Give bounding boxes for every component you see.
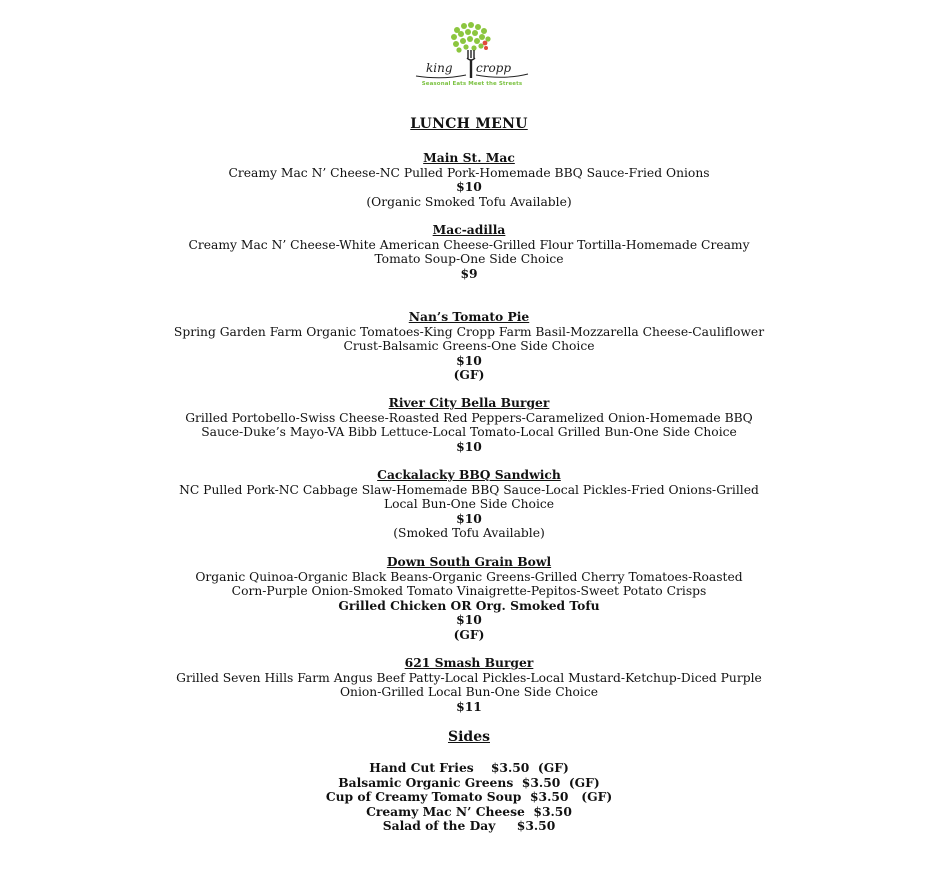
- item-description: Crust-Balsamic Greens-One Side Choice: [343, 339, 595, 353]
- item-name: Nan’s Tomato Pie: [408, 309, 530, 324]
- gluten-free-tag: (GF): [453, 626, 485, 642]
- item-description: NC Pulled Pork-NC Cabbage Slaw-Homemade BBQ Sauce-Local Pickles-Fried Onions-Grilled: [179, 482, 759, 497]
- item-description: Corn-Purple Onion-Smoked Tomato Vinaigrette-Pepitos-Sweet Potato Crisps: [231, 584, 707, 598]
- menu-item-main-st-mac: [0, 151, 938, 209]
- item-name: Cackalacky BBQ Sandwich: [377, 467, 561, 482]
- item-price: $11: [456, 698, 482, 714]
- menu-item-cackalacky-bbq-sandwich: [0, 468, 938, 541]
- item-price: $10: [456, 612, 482, 627]
- item-protein-option: Grilled Chicken OR Org. Smoked Tofu: [338, 597, 600, 613]
- sides-heading: Sides: [447, 729, 490, 745]
- item-description: Grilled Seven Hills Farm Angus Beef Patty-Local Pickles-Local Mustard-Ketchup-Diced Purple: [176, 670, 762, 685]
- item-description: Spring Garden Farm Organic Tomatoes-King Cropp Farm Basil-Mozzarella Cheese-Cauliflower: [173, 324, 765, 339]
- menu-item-nans-tomato-pie: [0, 310, 938, 383]
- item-description: Local Bun-One Side Choice: [383, 497, 555, 511]
- svg-text:cropp: cropp: [476, 61, 512, 75]
- item-name: Main St. Mac: [423, 150, 515, 165]
- side-item: Cup of Creamy Tomato Soup $3.50 (GF): [325, 789, 613, 804]
- item-name: 621 Smash Burger: [404, 655, 534, 670]
- item-price: $10: [456, 352, 482, 368]
- item-description: Sauce-Duke’s Mayo-VA Bibb Lettuce-Local Tomato-Local Grilled Bun-One Side Choice: [201, 425, 737, 439]
- item-name: Down South Grain Bowl: [386, 554, 552, 569]
- item-price: $9: [460, 265, 478, 281]
- tree-fork-logo-icon: [412, 20, 532, 82]
- sides-list: [0, 761, 938, 834]
- item-name: Mac-adilla: [432, 222, 506, 237]
- item-description: Grilled Portobello-Swiss Cheese-Roasted Red Peppers-Caramelized Onion-Homemade BBQ: [185, 410, 753, 425]
- item-description: Tomato Soup-One Side Choice: [374, 252, 564, 266]
- side-item: Creamy Mac N’ Cheese $3.50: [366, 803, 572, 819]
- item-price: $10: [456, 179, 482, 194]
- side-item: Balsamic Organic Greens $3.50 (GF): [338, 774, 600, 790]
- item-description: Creamy Mac N’ Cheese-White American Cheese-Grilled Flour Tortilla-Homemade Creamy: [188, 237, 750, 252]
- item-note: (Organic Smoked Tofu Available): [366, 194, 572, 209]
- gluten-free-tag: (GF): [453, 367, 485, 382]
- item-price: $10: [456, 438, 482, 454]
- side-item: Hand Cut Fries $3.50 (GF): [369, 760, 569, 775]
- menu-item-mac-adilla: [0, 223, 938, 281]
- item-description: Creamy Mac N’ Cheese-NC Pulled Pork-Homemade BBQ Sauce-Fried Onions: [228, 165, 710, 180]
- menu-item-river-city-bella-burger: [0, 396, 938, 454]
- item-name: River City Bella Burger: [388, 395, 550, 410]
- menu-item-621-smash-burger: [0, 656, 938, 714]
- menu-item-down-south-grain-bowl: [0, 555, 938, 642]
- menu-title: LUNCH MENU: [410, 116, 528, 132]
- svg-text:king: king: [426, 61, 453, 75]
- item-description: Onion-Grilled Local Bun-One Side Choice: [339, 685, 599, 699]
- brand-tagline: Seasonal Eats Meet the Streets: [421, 81, 523, 87]
- side-item: Salad of the Day $3.50: [382, 818, 556, 833]
- item-note: (Smoked Tofu Available): [393, 526, 545, 540]
- item-description: Organic Quinoa-Organic Black Beans-Organic Greens-Grilled Cherry Tomatoes-Roasted: [195, 569, 743, 584]
- item-price: $10: [456, 510, 482, 526]
